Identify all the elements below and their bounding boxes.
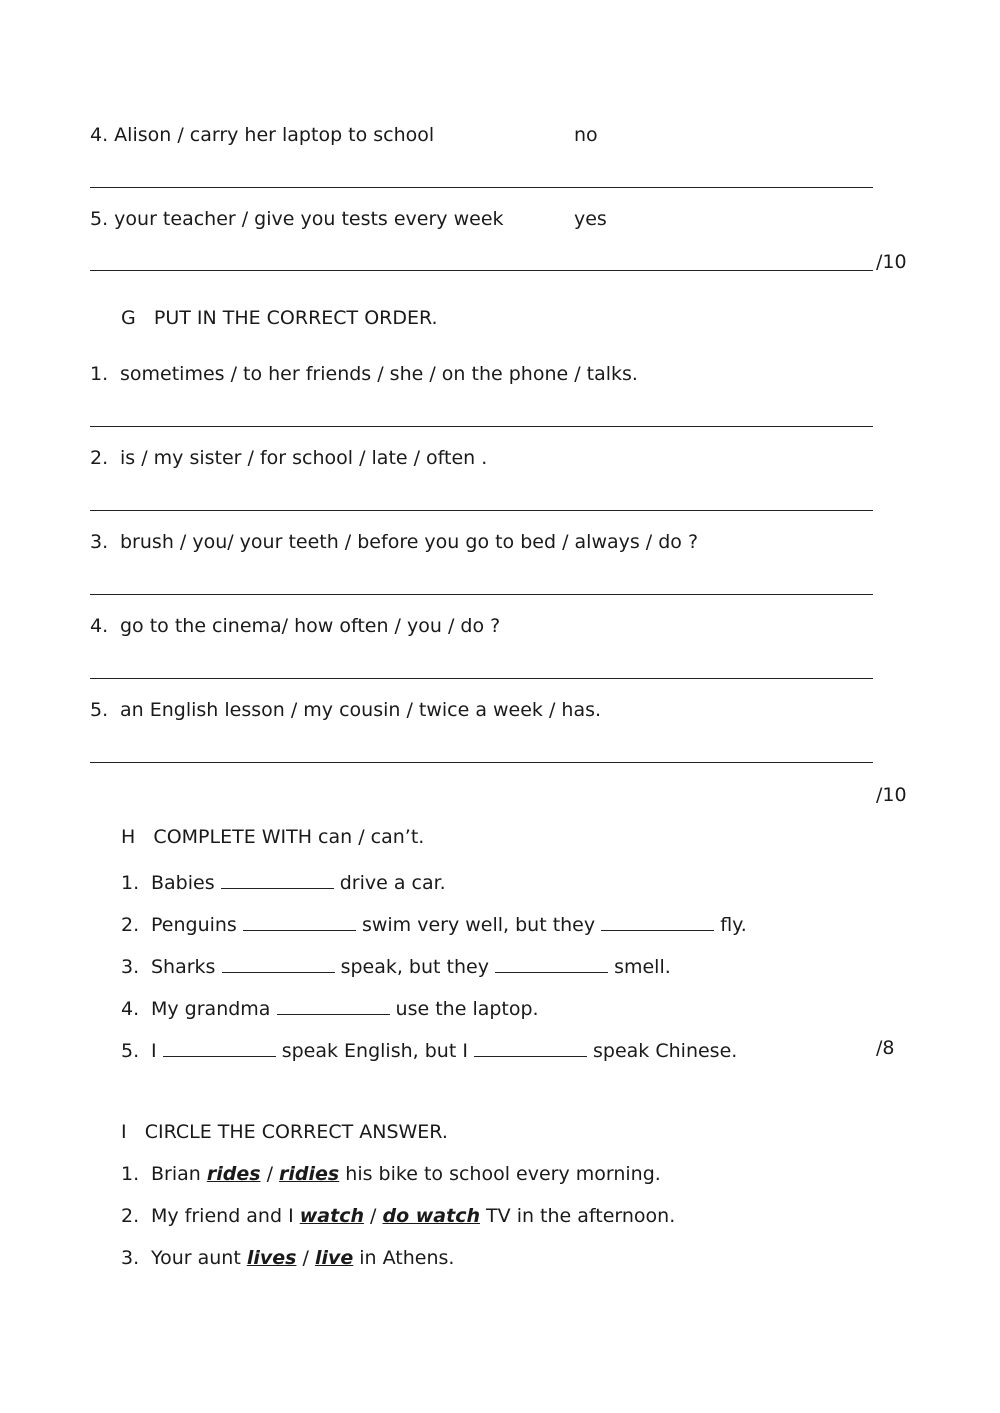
i-item-1-sep: / [266,1163,273,1185]
h-item-4-num: 4. [121,998,140,1020]
i-item-2-option-1[interactable]: watch [299,1205,364,1227]
i-item-1-option-1[interactable]: rides [206,1163,261,1185]
i-item-2-before: My friend and I [151,1205,294,1227]
g-item-4-num: 4. [90,615,109,637]
i-item-1 [121,1165,661,1184]
g-item-2 [90,449,487,468]
h-item-3-part-3: smell. [614,956,671,978]
i-item-3-sep: / [302,1247,309,1269]
i-item-3-num: 3. [121,1247,140,1269]
h-item-2-part-3: fly. [720,914,747,936]
g-heading [121,309,438,328]
h-item-2-part-2: swim very well, but they [361,914,596,936]
h-item-4 [121,997,539,1019]
i-title: CIRCLE THE CORRECT ANSWER. [144,1121,448,1143]
g-item-2-text: is / my sister / for school / late / often . [120,447,488,469]
g-item-1-answer-line[interactable] [90,426,873,427]
i-heading [121,1123,448,1142]
i-item-2-sep: / [370,1205,377,1227]
f-item-4-hint: no [574,124,598,146]
h-item-2-part-1: Penguins [151,914,237,936]
i-item-1-before: Brian [151,1163,201,1185]
h-item-5-num: 5. [121,1040,140,1062]
h-item-2-blank-1[interactable] [243,913,356,931]
i-item-3-option-1[interactable]: lives [246,1247,297,1269]
h-item-5-part-3: speak Chinese. [593,1040,738,1062]
g-item-4 [90,617,500,636]
h-item-1-num: 1. [121,872,140,894]
g-item-3-num: 3. [90,531,109,553]
h-item-3-part-1: Sharks [151,956,216,978]
g-item-1-text: sometimes / to her friends / she / on the phone / talks. [120,363,638,385]
i-item-2-num: 2. [121,1205,140,1227]
f-score: /10 [876,251,907,273]
f-item-4-prompt: 4. Alison / carry her laptop to school [90,124,435,146]
g-item-3-answer-line[interactable] [90,594,873,595]
h-item-3-blank-1[interactable] [222,955,335,973]
g-item-3-text: brush / you/ your teeth / before you go to bed / always / do ? [120,531,699,553]
g-letter: G [121,307,136,329]
h-item-1-part-2: drive a car. [339,872,446,894]
g-item-1 [90,365,638,384]
h-score: /8 [876,1037,895,1059]
h-item-4-blank-1[interactable] [277,997,390,1015]
i-item-1-after: his bike to school every morning. [345,1163,661,1185]
h-item-4-part-1: My grandma [151,998,271,1020]
h-item-5-part-2: speak English, but I [281,1040,468,1062]
i-item-2-after: TV in the afternoon. [486,1205,676,1227]
h-item-2 [121,913,747,935]
h-item-3-part-2: speak, but they [340,956,489,978]
h-item-2-blank-2[interactable] [601,913,714,931]
f-item-5-answer-line[interactable] [90,270,873,271]
h-letter: H [121,826,136,848]
g-title: PUT IN THE CORRECT ORDER. [153,307,438,329]
g-item-4-text: go to the cinema/ how often / you / do ? [120,615,501,637]
g-item-5-text: an English lesson / my cousin / twice a week / has. [120,699,602,721]
h-item-2-num: 2. [121,914,140,936]
h-item-1 [121,871,446,893]
g-item-2-num: 2. [90,447,109,469]
g-item-3 [90,533,698,552]
g-item-5-num: 5. [90,699,109,721]
g-score: /10 [876,784,907,806]
i-item-2 [121,1207,675,1226]
g-item-5-answer-line[interactable] [90,762,873,763]
i-item-3 [121,1249,454,1268]
g-item-5 [90,701,601,720]
h-item-5-blank-1[interactable] [163,1039,276,1057]
h-item-5-part-1: I [151,1040,157,1062]
h-item-5 [121,1039,737,1061]
h-item-1-blank-1[interactable] [221,871,334,889]
h-item-3-blank-2[interactable] [495,955,608,973]
h-heading [121,828,424,847]
h-item-3-num: 3. [121,956,140,978]
h-item-5-blank-2[interactable] [474,1039,587,1057]
f-item-5-hint: yes [574,208,607,230]
i-item-3-before: Your aunt [151,1247,241,1269]
f-item-5-prompt: 5. your teacher / give you tests every week [90,208,504,230]
i-letter: I [121,1121,127,1143]
g-item-1-num: 1. [90,363,109,385]
g-item-4-answer-line[interactable] [90,678,873,679]
f-item-4-answer-line[interactable] [90,187,873,188]
h-title: COMPLETE WITH can / can’t. [153,826,425,848]
h-item-3 [121,955,671,977]
h-item-4-part-2: use the laptop. [395,998,539,1020]
i-item-1-option-2[interactable]: ridies [279,1163,340,1185]
i-item-3-option-2[interactable]: live [314,1247,354,1269]
i-item-1-num: 1. [121,1163,140,1185]
i-item-2-option-2[interactable]: do watch [382,1205,480,1227]
g-item-2-answer-line[interactable] [90,510,873,511]
h-item-1-part-1: Babies [151,872,215,894]
i-item-3-after: in Athens. [359,1247,455,1269]
